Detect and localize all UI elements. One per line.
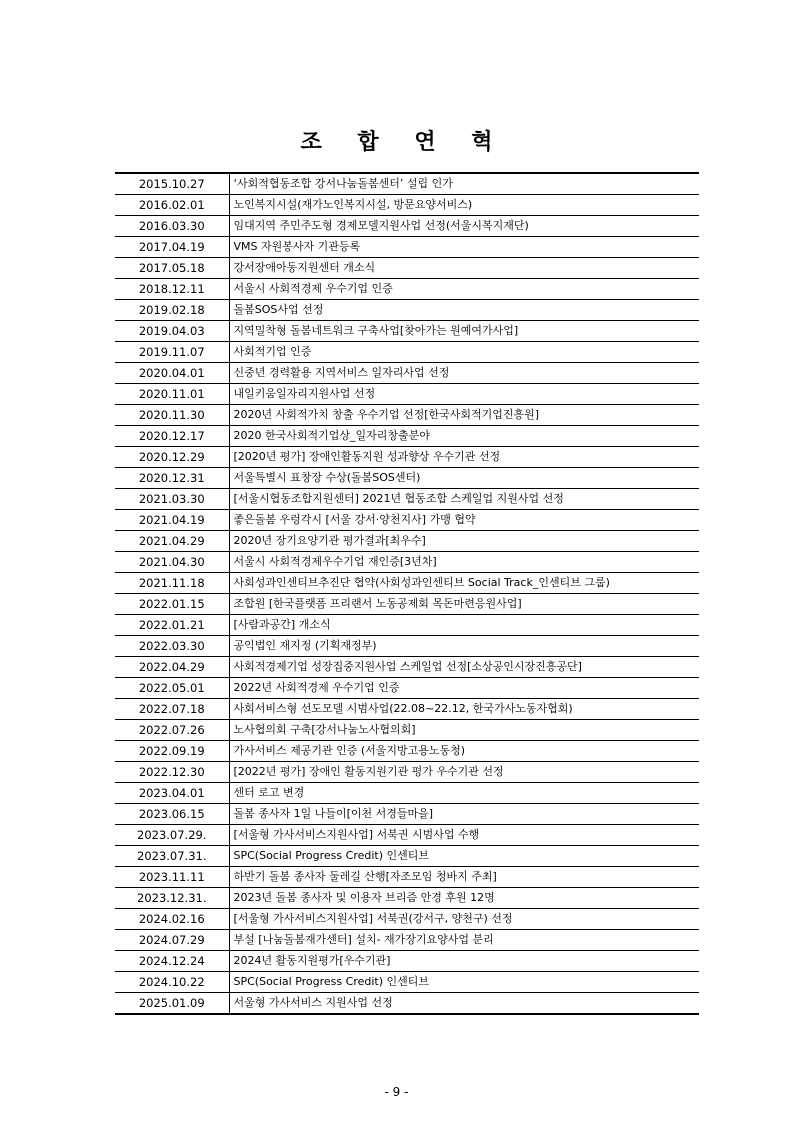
table-row	[115, 867, 699, 888]
history-event: 사회서비스형 선도모델 시범사업(22.08~22.12, 한국가사노동자협회)	[229, 699, 699, 720]
history-date: 2020.12.17	[115, 426, 229, 447]
history-table-body	[115, 173, 699, 1014]
table-row	[115, 951, 699, 972]
history-date: 2022.01.21	[115, 615, 229, 636]
table-row	[115, 930, 699, 951]
history-event: 사회적경제기업 성장집중지원사업 스케일업 선정[소상공인시장진흥공단]	[229, 657, 699, 678]
history-date: 2023.12.31.	[115, 888, 229, 909]
history-date: 2019.02.18	[115, 300, 229, 321]
history-event: 서울특별시 표창장 수상(돌봄SOS센터)	[229, 468, 699, 489]
history-date: 2024.07.29	[115, 930, 229, 951]
table-row	[115, 783, 699, 804]
history-date: 2016.03.30	[115, 216, 229, 237]
table-row	[115, 489, 699, 510]
table-row	[115, 678, 699, 699]
history-date: 2017.05.18	[115, 258, 229, 279]
table-row	[115, 300, 699, 321]
history-event: 노인복지시설(재가노인복지시설, 방문요양서비스)	[229, 195, 699, 216]
history-date: 2016.02.01	[115, 195, 229, 216]
history-date: 2022.12.30	[115, 762, 229, 783]
table-row	[115, 173, 699, 195]
history-date: 2022.04.29	[115, 657, 229, 678]
table-row	[115, 909, 699, 930]
table-row	[115, 384, 699, 405]
table-row	[115, 804, 699, 825]
history-date: 2022.05.01	[115, 678, 229, 699]
history-event: 좋은돌봄 우렁각시 [서울 강서·양천지사] 가맹 협약	[229, 510, 699, 531]
history-event: [2020년 평가] 장애인활동지원 성과향상 우수기관 선정	[229, 447, 699, 468]
history-event: 공익법인 재지정 (기획재정부)	[229, 636, 699, 657]
page-title: 조 합 연 혁	[300, 130, 507, 155]
table-row	[115, 972, 699, 993]
history-date: 2020.11.01	[115, 384, 229, 405]
history-event: 노사협의회 구축[강서나눔노사협의회]	[229, 720, 699, 741]
table-row	[115, 993, 699, 1015]
history-date: 2015.10.27	[115, 173, 229, 195]
history-date: 2022.07.26	[115, 720, 229, 741]
history-event: 2020년 사회적가치 창출 우수기업 선정[한국사회적기업진흥원]	[229, 405, 699, 426]
table-row	[115, 762, 699, 783]
history-event: 가사서비스 제공기관 인증 (서울지방고용노동청)	[229, 741, 699, 762]
table-row	[115, 405, 699, 426]
history-event: 하반기 돌봄 종사자 둘레길 산행[자조모임 청바지 주최]	[229, 867, 699, 888]
history-event: 2024년 활동지원평가[우수기관]	[229, 951, 699, 972]
history-event: 강서장애아동지원센터 개소식	[229, 258, 699, 279]
history-event: 2020 한국사회적기업상_일자리창출분야	[229, 426, 699, 447]
history-event: 신중년 경력활용 지역서비스 일자리사업 선정	[229, 363, 699, 384]
history-event: SPC(Social Progress Credit) 인센티브	[229, 972, 699, 993]
table-row	[115, 573, 699, 594]
table-row	[115, 237, 699, 258]
history-event: VMS 자원봉사자 기관등록	[229, 237, 699, 258]
table-row	[115, 552, 699, 573]
history-event: 돌봄SOS사업 선정	[229, 300, 699, 321]
history-date: 2024.02.16	[115, 909, 229, 930]
history-date: 2024.12.24	[115, 951, 229, 972]
history-date: 2021.04.30	[115, 552, 229, 573]
history-date: 2021.04.29	[115, 531, 229, 552]
history-table	[115, 172, 699, 1015]
history-event: 서울형 가사서비스 지원사업 선정	[229, 993, 699, 1015]
history-date: 2023.07.29.	[115, 825, 229, 846]
table-row	[115, 468, 699, 489]
table-row	[115, 195, 699, 216]
table-row	[115, 615, 699, 636]
table-row	[115, 342, 699, 363]
history-event: 서울시 사회적경제 우수기업 인증	[229, 279, 699, 300]
history-event: SPC(Social Progress Credit) 인센티브	[229, 846, 699, 867]
history-date: 2021.04.19	[115, 510, 229, 531]
history-event: 부설 [나눔돌봄재가센터] 설치- 재가장기요양사업 분리	[229, 930, 699, 951]
history-date: 2025.01.09	[115, 993, 229, 1015]
table-row	[115, 531, 699, 552]
page-number: - 9 -	[384, 1085, 409, 1099]
table-row	[115, 426, 699, 447]
table-row	[115, 321, 699, 342]
history-event: 서울시 사회적경제우수기업 재인증[3년차]	[229, 552, 699, 573]
history-date: 2018.12.11	[115, 279, 229, 300]
table-row	[115, 279, 699, 300]
table-row	[115, 636, 699, 657]
history-event: 2023년 돌봄 종사자 및 이용자 브리즘 안경 후원 12명	[229, 888, 699, 909]
table-row	[115, 216, 699, 237]
history-date: 2020.04.01	[115, 363, 229, 384]
history-event: 조합원 [한국플랫폼 프리랜서 노동공제회 목돈마련응원사업]	[229, 594, 699, 615]
history-event: 2020년 장기요양기관 평가결과[최우수]	[229, 531, 699, 552]
history-date: 2021.11.18	[115, 573, 229, 594]
table-row	[115, 699, 699, 720]
history-event: 사회적기업 인증	[229, 342, 699, 363]
history-event: [서울형 가사서비스지원사업] 서북권 시범사업 수행	[229, 825, 699, 846]
history-date: 2020.12.31	[115, 468, 229, 489]
history-date: 2022.03.30	[115, 636, 229, 657]
history-event: [서울형 가사서비스지원사업] 서북권(강서구, 양천구) 선정	[229, 909, 699, 930]
history-event: [서울시협동조합지원센터] 2021년 협동조합 스케일업 지원사업 선정	[229, 489, 699, 510]
history-date: 2019.11.07	[115, 342, 229, 363]
history-date: 2017.04.19	[115, 237, 229, 258]
table-row	[115, 888, 699, 909]
history-event: 2022년 사회적경제 우수기업 인증	[229, 678, 699, 699]
history-date: 2024.10.22	[115, 972, 229, 993]
history-event: [사람과공간] 개소식	[229, 615, 699, 636]
history-event: ‘사회적협동조합 강서나눔돌봄센터’ 설립 인가	[233, 177, 453, 190]
table-row	[115, 363, 699, 384]
history-date: 2023.04.01	[115, 783, 229, 804]
history-date: 2022.09.19	[115, 741, 229, 762]
history-event: 센터 로고 변경	[229, 783, 699, 804]
table-row	[115, 510, 699, 531]
history-event: 내일키움일자리지원사업 선정	[229, 384, 699, 405]
table-row	[115, 258, 699, 279]
table-row	[115, 741, 699, 762]
history-event: 임대지역 주민주도형 경제모델지원사업 선정(서울시복지재단)	[229, 216, 699, 237]
table-row	[115, 720, 699, 741]
history-date: 2021.03.30	[115, 489, 229, 510]
history-event: 돌봄 종사자 1일 나들이[이천 서경들마을]	[229, 804, 699, 825]
history-date: 2023.11.11	[115, 867, 229, 888]
history-event: 사회성과인센티브추진단 협약(사회성과인센티브 Social Track_인센티브 그룹)	[229, 573, 699, 594]
history-date: 2023.07.31.	[115, 846, 229, 867]
history-date: 2020.12.29	[115, 447, 229, 468]
table-row	[115, 447, 699, 468]
history-date: 2020.11.30	[115, 405, 229, 426]
table-row	[115, 825, 699, 846]
history-event: 지역밀착형 돌봄네트워크 구축사업[찾아가는 원예여가사업]	[229, 321, 699, 342]
history-date: 2022.01.15	[115, 594, 229, 615]
history-event: [2022년 평가] 장애인 활동지원기관 평가 우수기관 선정	[229, 762, 699, 783]
history-date: 2023.06.15	[115, 804, 229, 825]
history-date: 2022.07.18	[115, 699, 229, 720]
table-row	[115, 594, 699, 615]
table-row	[115, 657, 699, 678]
table-row	[115, 846, 699, 867]
history-date: 2019.04.03	[115, 321, 229, 342]
